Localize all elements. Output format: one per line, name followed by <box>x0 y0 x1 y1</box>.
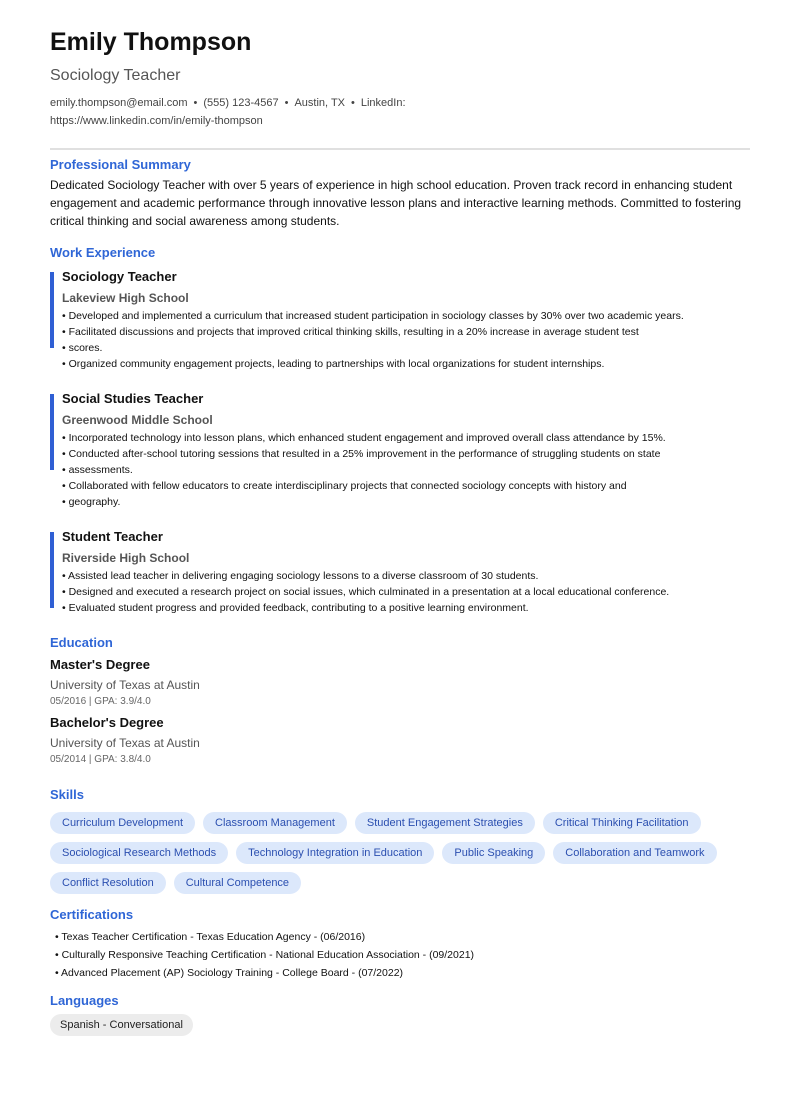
bullet-item: • Incorporated technology into lesson plans, which enhanced student engagement and improved overall class attendance by 15%. <box>62 432 666 444</box>
section-heading: Work Experience <box>50 245 156 260</box>
bullet-item: • Designed and executed a research project on social issues, which culminated in a presentation at a local educational conference. <box>62 586 670 598</box>
job-entry <box>50 268 750 372</box>
resume-header <box>50 28 750 130</box>
bullet-item: • Assisted lead teacher in delivering engaging sociology lessons to a diverse classroom of 30 students. <box>62 570 539 582</box>
experience-section <box>50 244 750 616</box>
education-meta: 05/2016 | GPA: 3.9/4.0 <box>50 696 151 707</box>
bullet-item: • Collaborated with fellow educators to create interdisciplinary projects that connected sociology concepts with history and <box>62 480 627 492</box>
certification-item: • Culturally Responsive Teaching Certification - National Education Association - (09/2021) <box>55 949 475 961</box>
skill-chip: Student Engagement Strategies <box>355 812 535 834</box>
education-meta: 05/2014 | GPA: 3.8/4.0 <box>50 754 151 765</box>
contact-phone: (555) 123-4567 <box>203 97 279 109</box>
job-entry <box>50 528 750 616</box>
languages-section <box>50 992 750 1036</box>
bullet-item: • scores. <box>62 342 103 354</box>
summary-text: Dedicated Sociology Teacher with over 5 years of experience in high school education. Proven track record in enhancing student engagement and academic performance through innovative lesson plans and interactive learning methods. Committed to fostering critical thinking and social awareness among students. <box>50 178 742 228</box>
separator: • <box>193 97 198 109</box>
skill-chip: Classroom Management <box>203 812 347 834</box>
bullet-item: • Organized community engagement projects, leading to partnerships with local organizations for student internships. <box>62 358 605 370</box>
linkedin-url[interactable]: https://www.linkedin.com/in/emily-thompson <box>50 115 263 127</box>
bullet-item: • Conducted after-school tutoring sessions that resulted in a 25% improvement in the performance of struggling students on state <box>62 448 661 460</box>
bullet-item: • assessments. <box>62 464 133 476</box>
contact-email[interactable]: emily.thompson@email.com <box>50 97 188 109</box>
bullet-item: • Developed and implemented a curriculum that increased student participation in sociology classes by 30% over two academic years. <box>62 310 684 322</box>
skill-chip: Critical Thinking Facilitation <box>543 812 701 834</box>
education-entry <box>50 714 750 768</box>
contact-location: Austin, TX <box>294 97 346 109</box>
job-accent-bar <box>50 394 54 470</box>
education-degree: Master's Degree <box>50 657 150 672</box>
education-section <box>50 634 750 768</box>
summary-section <box>50 156 750 230</box>
education-school: University of Texas at Austin <box>50 736 200 750</box>
certifications-section <box>50 906 750 982</box>
certification-item: • Texas Teacher Certification - Texas Education Agency - (06/2016) <box>55 931 366 943</box>
skill-chip: Curriculum Development <box>50 812 195 834</box>
bullet-item: • Facilitated discussions and projects that improved critical thinking skills, resulting in a 20% increase in average student test <box>62 326 639 338</box>
job-title: Sociology Teacher <box>62 269 177 284</box>
education-degree: Bachelor's Degree <box>50 715 164 730</box>
section-heading: Languages <box>50 993 119 1008</box>
skill-chip: Public Speaking <box>442 842 545 864</box>
education-school: University of Texas at Austin <box>50 678 200 692</box>
job-title: Social Studies Teacher <box>62 391 204 406</box>
skill-chip: Collaboration and Teamwork <box>553 842 716 864</box>
job-bullets <box>62 430 750 510</box>
section-heading: Education <box>50 635 113 650</box>
section-heading: Professional Summary <box>50 157 191 172</box>
separator: • <box>351 97 355 109</box>
skills-section <box>50 786 750 894</box>
candidate-title: Sociology Teacher <box>50 67 181 84</box>
job-company: Riverside High School <box>62 551 190 565</box>
skills-chip-list <box>50 812 750 894</box>
header-divider <box>50 148 750 150</box>
bullet-item: • geography. <box>62 496 121 508</box>
job-company: Lakeview High School <box>62 291 189 305</box>
skill-chip: Cultural Competence <box>174 872 301 894</box>
job-accent-bar <box>50 532 54 608</box>
certification-list <box>50 928 750 982</box>
separator: • <box>284 97 289 109</box>
skill-chip: Technology Integration in Education <box>236 842 434 864</box>
skill-chip: Conflict Resolution <box>50 872 166 894</box>
job-bullets <box>62 568 750 616</box>
skill-chip: Sociological Research Methods <box>50 842 228 864</box>
bullet-item: • Evaluated student progress and provided feedback, contributing to a positive learning environment. <box>62 602 529 614</box>
section-heading: Skills <box>50 787 84 802</box>
job-entry <box>50 390 750 510</box>
section-heading: Certifications <box>50 907 134 922</box>
job-company: Greenwood Middle School <box>62 413 213 427</box>
contact-info <box>50 94 750 130</box>
language-chip: Spanish - Conversational <box>50 1014 193 1036</box>
candidate-name: Emily Thompson <box>50 28 252 56</box>
education-entry <box>50 656 750 710</box>
job-title: Student Teacher <box>62 529 163 544</box>
job-accent-bar <box>50 272 54 348</box>
linkedin-label: LinkedIn: <box>360 97 406 109</box>
certification-item: • Advanced Placement (AP) Sociology Training - College Board - (07/2022) <box>55 967 404 979</box>
job-bullets <box>62 308 750 372</box>
